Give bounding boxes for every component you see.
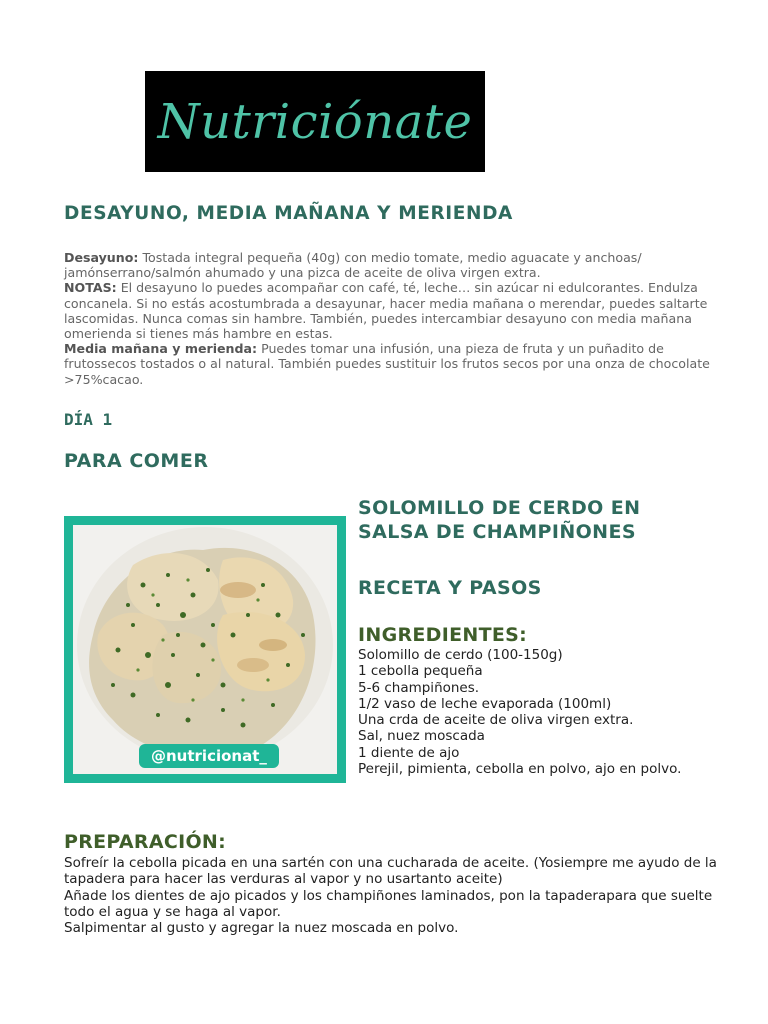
desayuno-text: Tostada integral pequeña (40g) con medio tomate, medio aguacate y anchoas/ jamónserrano/salmón ahumado y una pizca de aceite de oliva virgen extra. xyxy=(64,250,642,281)
desayuno-label: Desayuno: xyxy=(64,250,139,265)
recipe-subtitle: RECETA Y PASOS xyxy=(358,577,542,599)
media-text: Puedes tomar una infusión, una pieza de fruta y un puñadito de frutossecos tostados o al natural. También puedes sustituir los frutos secos por una onza de chocolate >75%cacao. xyxy=(64,341,710,387)
preparation-step: Salpimentar al gusto y agregar la nuez moscada en polvo. xyxy=(64,920,459,937)
preparation-step: Añade los dientes de ajo picados y los champiñones laminados, pon la tapaderapara que suelte todo el agua y se haga al vapor. xyxy=(64,887,713,920)
ingredient-item: Solomillo de cerdo (100-150g) xyxy=(358,647,563,663)
logo-text: Nutriciónate xyxy=(157,93,473,150)
preparation-title: PREPARACIÓN: xyxy=(64,831,227,853)
meal-label: PARA COMER xyxy=(64,450,209,472)
ingredient-item: 5-6 champiñones. xyxy=(358,679,480,696)
logo-banner xyxy=(145,71,485,172)
ingredient-item: Una crda de aceite de oliva virgen extra. xyxy=(358,712,634,729)
ingredient-item: Perejil, pimienta, cebolla en polvo, ajo en polvo. xyxy=(358,761,682,778)
food-illustration xyxy=(73,525,337,774)
recipe-title: SOLOMILLO DE CERDO EN SALSA DE CHAMPIÑONES xyxy=(358,497,641,543)
notas-label: NOTAS: xyxy=(64,280,117,296)
intro-paragraph xyxy=(64,250,724,387)
ingredient-item: 1 diente de ajo xyxy=(358,744,460,761)
ingredient-item: 1 cebolla pequeña xyxy=(358,663,483,680)
photo-image xyxy=(73,525,337,774)
media-label: Media mañana y merienda: xyxy=(64,341,258,357)
notas-text: El desayuno lo puedes acompañar con café, té, leche… sin azúcar ni edulcorantes. Endulza concanela. Si no estás acostumbrada a desayunar, hacer media mañana o merendar, puedes saltarte lascomidas. Nunca comas sin hambre. También, puedes intercambiar desayuno con media mañana omerienda si tienes más hambre en estas. xyxy=(64,280,708,342)
ingredients-list xyxy=(358,647,681,777)
instagram-handle: @nutricionat_ xyxy=(139,744,279,768)
ingredient-item: 1/2 vaso de leche evaporada (100ml) xyxy=(358,695,612,712)
day-label: DÍA 1 xyxy=(64,410,113,429)
recipe-photo xyxy=(64,516,346,783)
preparation-text xyxy=(64,855,736,936)
ingredient-item: Sal, nuez moscada xyxy=(358,728,485,745)
ingredients-title: INGREDIENTES: xyxy=(358,624,528,646)
section-title: DESAYUNO, MEDIA MAÑANA Y MERIENDA xyxy=(64,203,513,224)
preparation-step: Sofreír la cebolla picada en una sartén con una cucharada de aceite. (Yosiempre me ayudo de la tapadera para hacer las verduras al vapor y no usartanto aceite) xyxy=(64,855,717,888)
